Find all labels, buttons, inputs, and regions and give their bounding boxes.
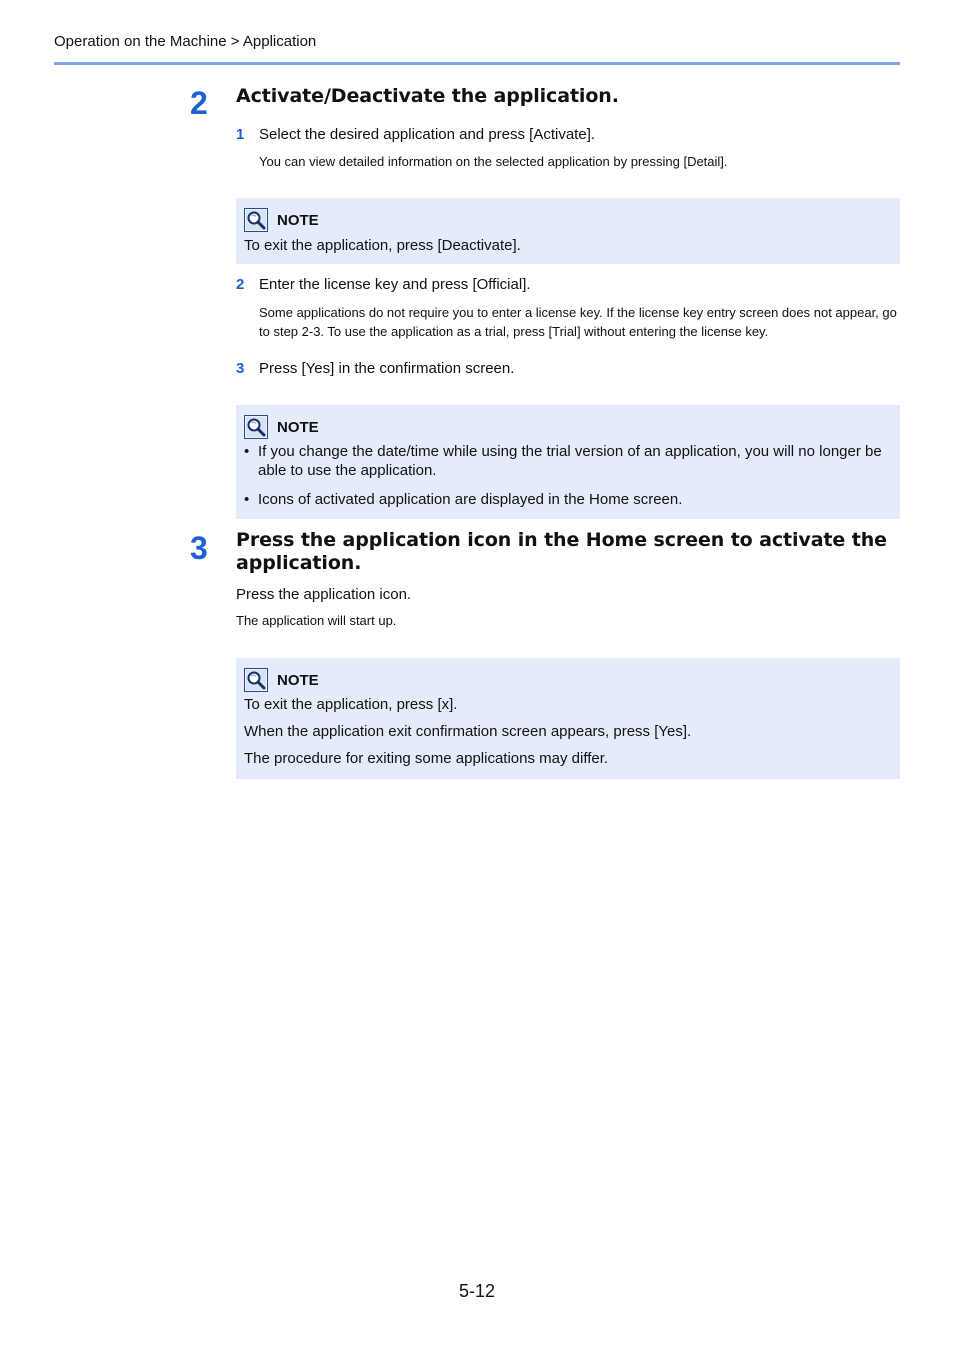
note-box-1 xyxy=(236,198,900,264)
note-magnifier-icon xyxy=(244,415,268,439)
bullet-dot: • xyxy=(244,443,250,460)
substep-1-text: Select the desired application and press [Activate]. xyxy=(259,126,596,143)
step-3-title: Press the application icon in the Home screen to activate the application. xyxy=(236,529,887,574)
bullet-dot: • xyxy=(244,491,250,508)
step-3-detail: The application will start up. xyxy=(236,613,397,628)
substep-1-number: 1 xyxy=(236,126,245,143)
note-magnifier-icon xyxy=(244,668,268,692)
note-label: NOTE xyxy=(277,671,319,689)
step-2-number: 2 xyxy=(190,85,208,121)
note-bullet-text: Icons of activated application are displayed in the Home screen. xyxy=(258,491,683,508)
breadcrumb: Operation on the Machine > Application xyxy=(54,33,317,50)
substep-2-number: 2 xyxy=(236,276,245,293)
step-3-number: 3 xyxy=(190,530,208,566)
header-rule xyxy=(54,62,900,65)
note-header xyxy=(244,208,892,232)
substep-2-detail: Some applications do not require you to enter a license key. If the license key entry screen does not appear, go to step 2-3. To use the application as a trial, press [Trial] without entering the license key. xyxy=(259,305,897,339)
note-bullet-text: If you change the date/time while using the trial version of an application, you will no longer be able to use the application. xyxy=(258,443,882,479)
substep-3-number: 3 xyxy=(236,360,245,377)
step-3-text: Press the application icon. xyxy=(236,586,412,603)
note-label: NOTE xyxy=(277,211,319,229)
step-2-title: Activate/Deactivate the application. xyxy=(236,85,619,107)
substep-3-text: Press [Yes] in the confirmation screen. xyxy=(259,360,515,377)
substep-2-text: Enter the license key and press [Official]. xyxy=(259,276,531,293)
substep-1-detail: You can view detailed information on the selected application by pressing [Detail]. xyxy=(259,154,728,169)
note-header xyxy=(244,415,892,439)
note-line: The procedure for exiting some applications may differ. xyxy=(244,750,609,767)
note-line: To exit the application, press [x]. xyxy=(244,696,458,713)
note-header xyxy=(244,668,892,692)
note-box-3 xyxy=(236,658,900,779)
page-number: 5-12 xyxy=(458,1281,496,1301)
note-label: NOTE xyxy=(277,418,319,436)
note-bullet-item xyxy=(244,442,892,480)
note-line: When the application exit confirmation screen appears, press [Yes]. xyxy=(244,723,692,740)
note-magnifier-icon xyxy=(244,208,268,232)
note-bullet-item xyxy=(244,490,892,509)
note-line: To exit the application, press [Deactivate]. xyxy=(244,237,521,254)
note-box-2 xyxy=(236,405,900,519)
